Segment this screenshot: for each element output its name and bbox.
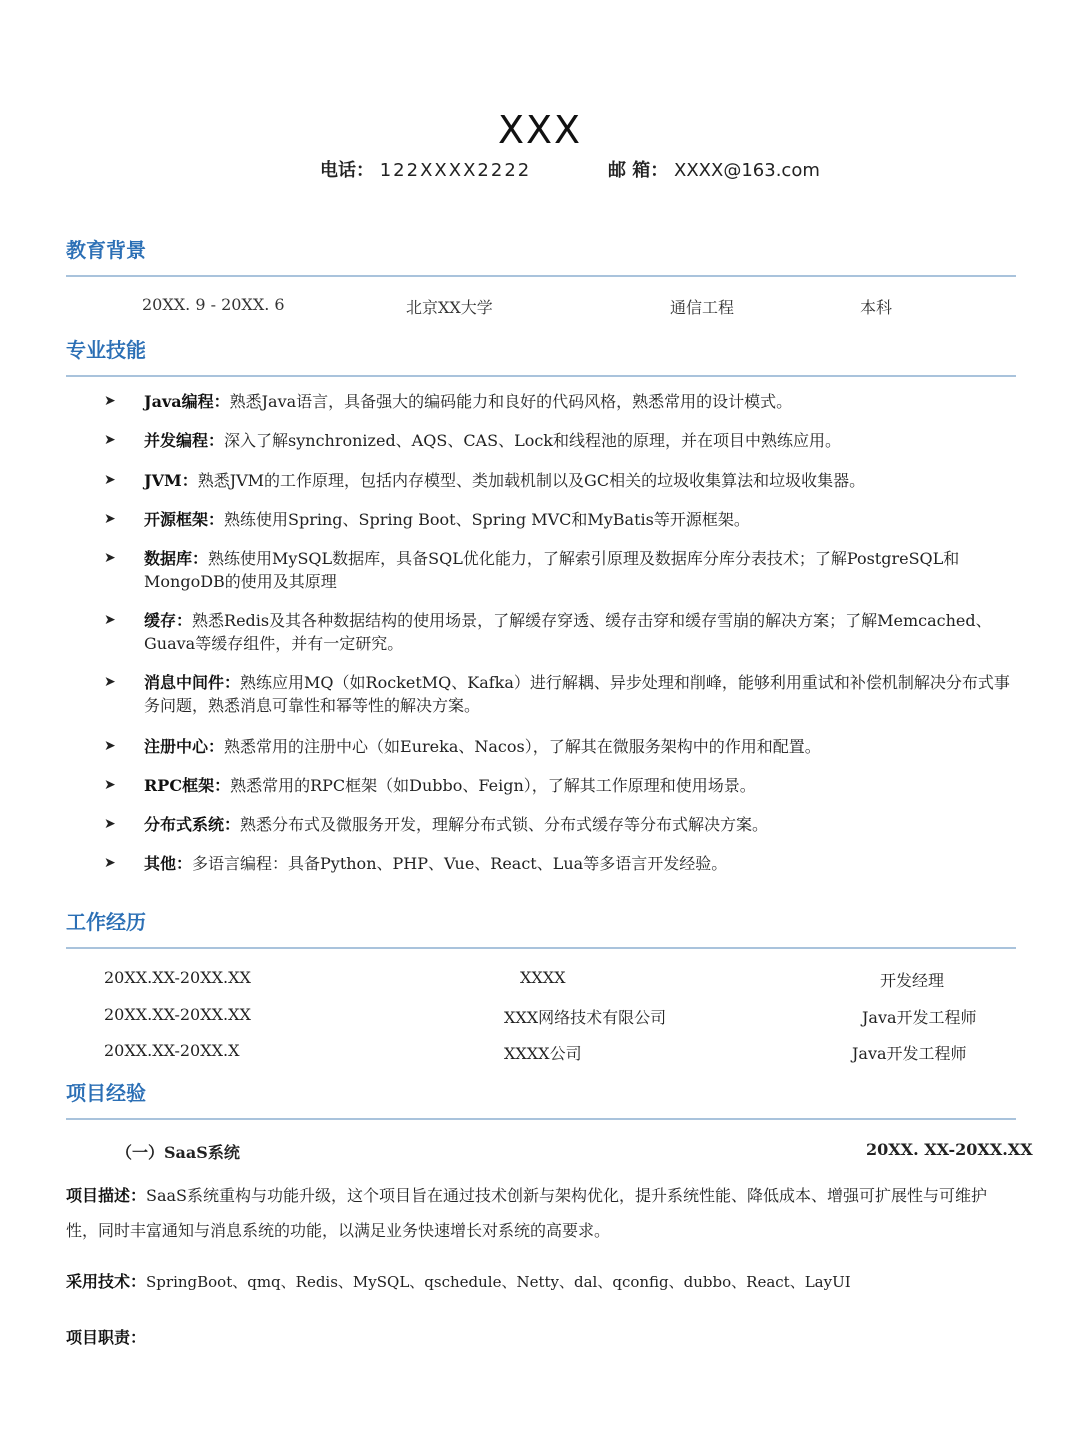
section-education <box>66 235 1016 277</box>
email-value: XXXX@163.com <box>674 160 820 181</box>
job-role: Java开发工程师 <box>862 1008 977 1027</box>
arrow-icon: ➤ <box>104 738 116 754</box>
arrow-icon: ➤ <box>104 550 116 566</box>
job-company: XXXX公司 <box>504 1044 582 1063</box>
arrow-icon: ➤ <box>104 511 116 527</box>
education-major: 通信工程 <box>670 298 735 317</box>
phone-value: 122XXXX2222 <box>379 160 532 181</box>
job-role: 开发经理 <box>880 971 945 990</box>
job-role: Java开发工程师 <box>852 1044 967 1063</box>
section-title: 教育背景 <box>66 238 146 262</box>
arrow-icon: ➤ <box>104 855 116 871</box>
project-duties <box>66 1320 1016 1355</box>
job-period: 20XX.XX-20XX.XX <box>104 968 251 987</box>
section-skills <box>66 335 1016 377</box>
arrow-icon: ➤ <box>104 816 116 832</box>
arrow-icon: ➤ <box>104 393 116 409</box>
arrow-icon: ➤ <box>104 612 116 628</box>
education-degree: 本科 <box>860 298 893 317</box>
email <box>608 156 820 182</box>
project-tech <box>66 1264 1016 1300</box>
project-description-label: 项目描述： <box>66 1186 147 1205</box>
candidate-name: XXX <box>497 108 583 152</box>
phone-label: 电话： <box>320 160 374 181</box>
section-title: 项目经验 <box>66 1081 146 1105</box>
education-school: 北京XX大学 <box>406 298 493 317</box>
education-period: 20XX. 9 - 20XX. 6 <box>142 295 285 314</box>
project-duties-label: 项目职责： <box>66 1328 147 1347</box>
project-description-text: SaaS系统重构与功能升级，这个项目旨在通过技术创新与架构优化，提升系统性能、降低成本、增强可扩展性与可维护性，同时丰富通知与消息系统的功能，以满足业务快速增长对系统的高要求。 <box>66 1186 988 1240</box>
job-period: 20XX.XX-20XX.X <box>104 1041 240 1060</box>
arrow-icon: ➤ <box>104 777 116 793</box>
phone <box>320 156 531 182</box>
project-description <box>66 1178 1016 1248</box>
project-tech-text: SpringBoot、qmq、Redis、MySQL、qschedule、Netty、dal、qconfig、dubbo、React、LayUI <box>146 1273 851 1291</box>
arrow-icon: ➤ <box>104 432 116 448</box>
section-title: 专业技能 <box>66 338 146 362</box>
job-period: 20XX.XX-20XX.XX <box>104 1005 251 1024</box>
project-tech-label: 采用技术： <box>66 1272 147 1291</box>
section-projects <box>66 1078 1016 1120</box>
project-title: （一）SaaS系统 <box>116 1143 240 1162</box>
email-label: 邮 箱： <box>608 160 669 181</box>
section-title: 工作经历 <box>66 910 146 934</box>
section-work <box>66 907 1016 949</box>
job-company: XXXX <box>520 968 566 987</box>
project-date: 20XX. XX-20XX.XX <box>866 1140 1033 1159</box>
arrow-icon: ➤ <box>104 674 116 690</box>
arrow-icon: ➤ <box>104 472 116 488</box>
job-company: XXX网络技术有限公司 <box>504 1008 667 1027</box>
